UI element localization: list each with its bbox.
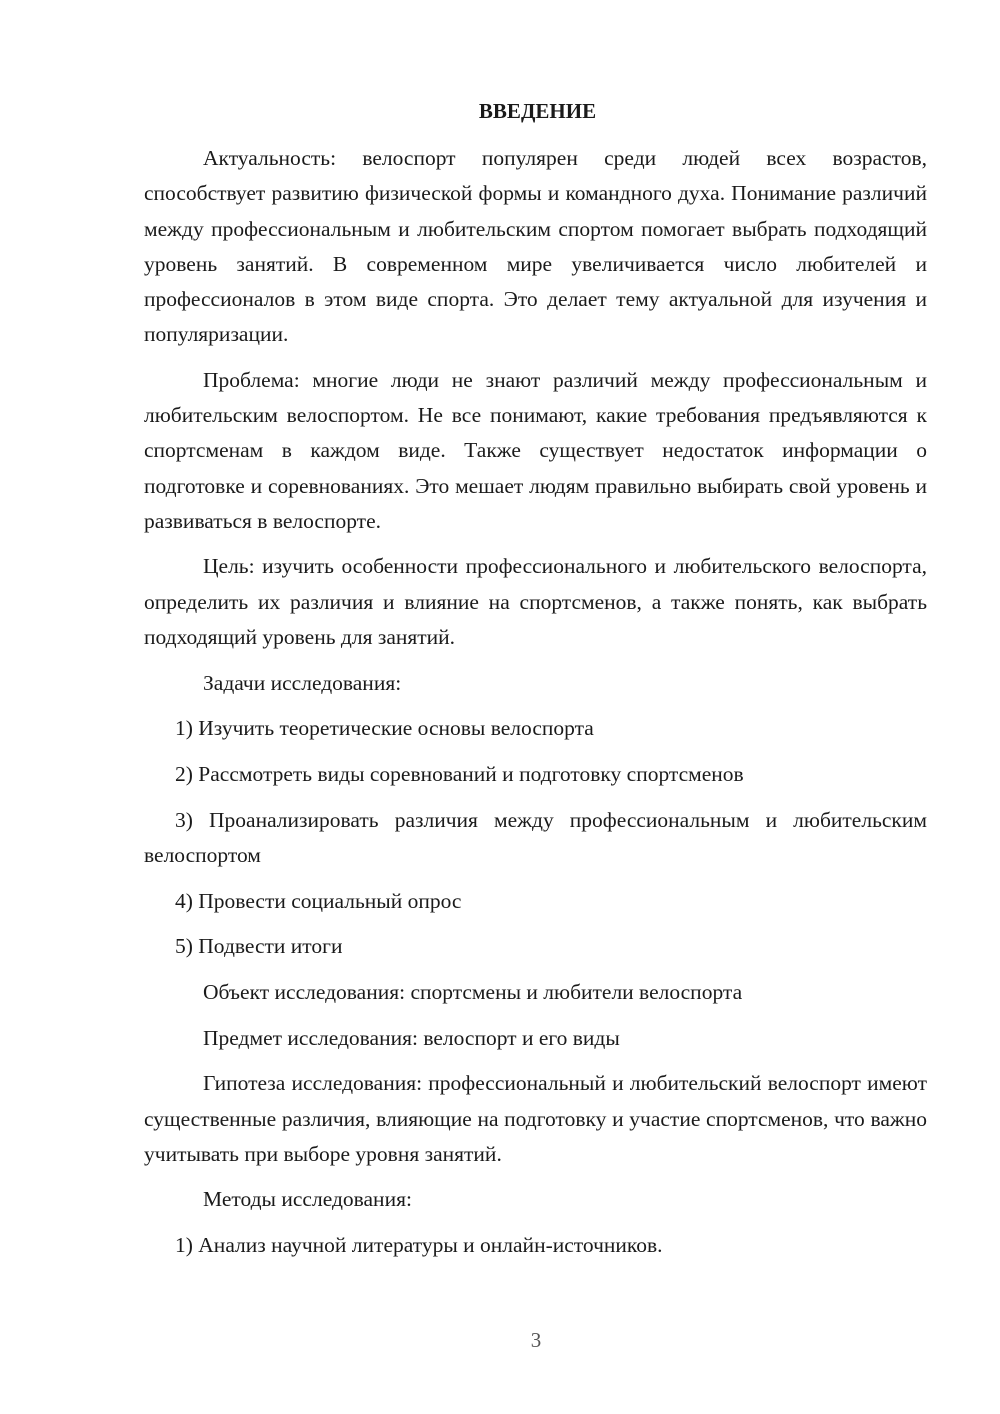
object-paragraph: Объект исследования: спортсмены и любители велоспорта xyxy=(203,979,743,1004)
task-item: 5) Подвести итоги xyxy=(175,934,343,959)
methods-heading: Методы исследования: xyxy=(203,1187,412,1212)
tasks-heading: Задачи исследования: xyxy=(203,670,402,695)
goal-paragraph: Цель: изучить особенности профессионального и любительского велоспорта, определить их различия и влияние на спортсменов, а также понять, как выбрать подходящий уровень для занятий. xyxy=(144,554,927,649)
method-item: 1) Анализ научной литературы и онлайн-источников. xyxy=(175,1233,663,1258)
task-item: 2) Рассмотреть виды соревнований и подготовку спортсменов xyxy=(175,761,744,786)
page-number: 3 xyxy=(530,1328,542,1352)
section-title: ВВЕДЕНИЕ xyxy=(478,99,597,123)
subject-paragraph: Предмет исследования: велоспорт и его виды xyxy=(203,1025,620,1050)
task-item: 4) Провести социальный опрос xyxy=(175,888,462,913)
hypothesis-paragraph: Гипотеза исследования: профессиональный и любительский велоспорт имеют существенные различия, влияющие на подготовку и участие спортсменов, что важно учитывать при выборе уровня занятий. xyxy=(144,1071,927,1166)
problem-paragraph: Проблема: многие люди не знают различий между профессиональным и любительским велоспортом. Не все понимают, какие требования предъявляются к спортсменам в каждом виде. Также существует недостаток информации о подготовке и соревнованиях. Это мешает людям правильно выбирать свой уровень и развиваться в велоспорте. xyxy=(144,367,927,533)
task-item: 1) Изучить теоретические основы велоспорта xyxy=(175,716,594,741)
page-body xyxy=(144,94,927,1274)
task-item: 3) Проанализировать различия между профессиональным и любительским велоспортом xyxy=(144,807,927,867)
relevance-paragraph: Актуальность: велоспорт популярен среди людей всех возрастов, способствует развитию физической формы и командного духа. Понимание различий между профессиональным и любительским спортом помогает выбрать подходящий уровень занятий. В современном мире увеличивается число любителей и профессионалов в этом виде спорта. Это делает тему актуальной для изучения и популяризации. xyxy=(144,146,927,347)
